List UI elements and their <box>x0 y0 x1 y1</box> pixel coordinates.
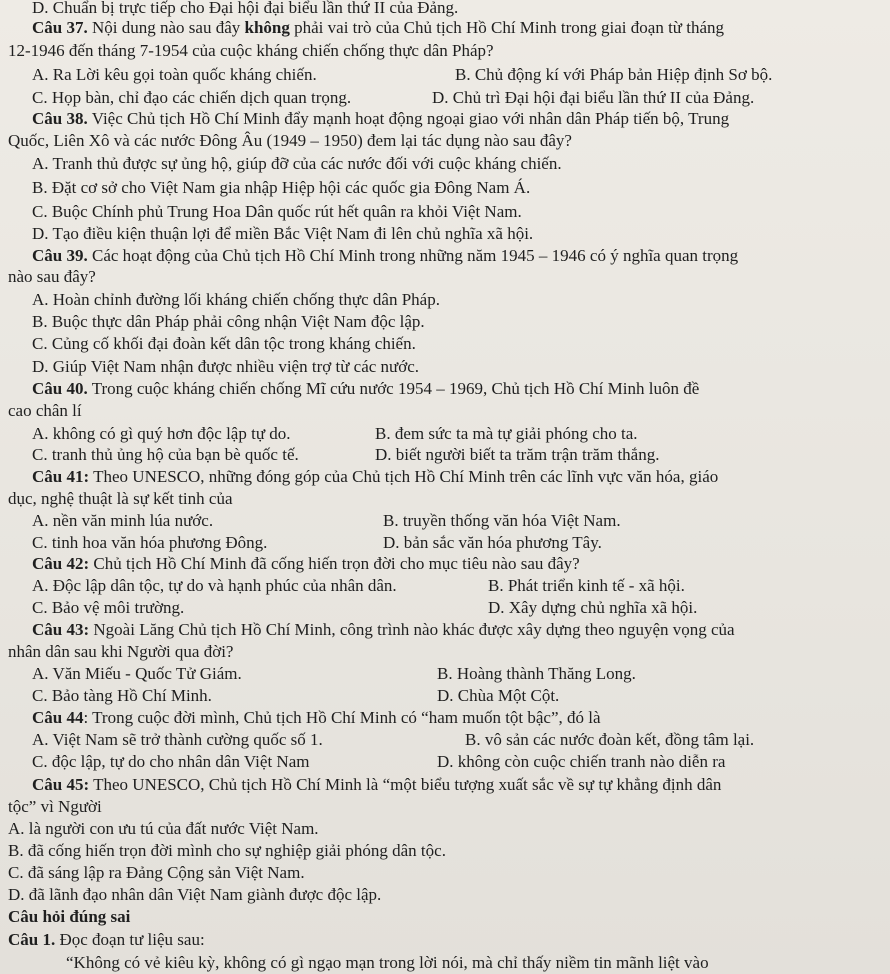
q42-option-a: A. Độc lập dân tộc, tự do và hạnh phúc của nhân dân. <box>32 576 397 595</box>
q40-option-c: C. tranh thủ ủng hộ của bạn bè quốc tế. <box>32 445 299 464</box>
q42-stem: Câu 42: Chủ tịch Hồ Chí Minh đã cống hiến trọn đời cho mục tiêu nào sau đây? <box>32 554 580 573</box>
q37-stem-cont: 12-1946 đến tháng 7-1954 của cuộc kháng chiến chống thực dân Pháp? <box>8 41 494 60</box>
q43-option-a: A. Văn Miếu - Quốc Tử Giám. <box>32 664 242 683</box>
q41-stem-cont: dục, nghệ thuật là sự kết tinh của <box>8 489 233 508</box>
q43-stem-cont: nhân dân sau khi Người qua đời? <box>8 642 234 661</box>
q39-option-a: A. Hoàn chỉnh đường lối kháng chiến chống thực dân Pháp. <box>32 290 440 309</box>
q44-stem: Câu 44: Trong cuộc đời mình, Chủ tịch Hồ Chí Minh có “ham muốn tột bậc”, đó là <box>32 708 601 727</box>
q42-option-c: C. Bảo vệ môi trường. <box>32 598 185 617</box>
q39-stem-cont: nào sau đây? <box>8 267 96 286</box>
q40-option-a: A. không có gì quý hơn độc lập tự do. <box>32 424 291 443</box>
q40-stem: Câu 40. Trong cuộc kháng chiến chống Mĩ cứu nước 1954 – 1969, Chủ tịch Hồ Chí Minh luôn đề <box>32 379 700 398</box>
q39-option-c: C. Củng cố khối đại đoàn kết dân tộc trong kháng chiến. <box>32 334 416 353</box>
q37-option-c: C. Họp bàn, chỉ đạo các chiến dịch quan trọng. <box>32 88 352 107</box>
q40-option-d: D. biết người biết ta trăm trận trăm thắng. <box>375 445 660 464</box>
c1-stem: Câu 1. Đọc đoạn tư liệu sau: <box>8 930 205 949</box>
q45-number: Câu 45: <box>32 775 90 794</box>
q44-number: Câu 44 <box>32 708 84 727</box>
q44-option-b: B. vô sản các nước đoàn kết, đồng tâm lại. <box>465 730 755 749</box>
q43-option-b: B. Hoàng thành Thăng Long. <box>437 664 636 683</box>
q41-option-c: C. tinh hoa văn hóa phương Đông. <box>32 533 268 552</box>
q39-stem: Câu 39. Các hoạt động của Chủ tịch Hồ Chí Minh trong những năm 1945 – 1946 có ý nghĩa quan trọng <box>32 246 739 265</box>
q36-option-d: D. Chuẩn bị trực tiếp cho Đại hội đại biểu lần thứ II của Đảng. <box>32 0 459 17</box>
section-heading: Câu hỏi đúng sai <box>8 907 131 926</box>
q40-number: Câu 40. <box>32 379 88 398</box>
q44-option-c: C. độc lập, tự do cho nhân dân Việt Nam <box>32 752 310 771</box>
c1-number: Câu 1. <box>8 930 56 949</box>
q41-stem: Câu 41: Theo UNESCO, những đóng góp của Chủ tịch Hồ Chí Minh trên các lĩnh vực văn hóa, giáo <box>32 467 719 486</box>
q38-number: Câu 38. <box>32 109 88 128</box>
q37-emphasis: không <box>244 18 290 37</box>
q41-option-b: B. truyền thống văn hóa Việt Nam. <box>383 511 621 530</box>
q43-number: Câu 43: <box>32 620 90 639</box>
q43-option-c: C. Bảo tàng Hồ Chí Minh. <box>32 686 212 705</box>
q38-option-c: C. Buộc Chính phủ Trung Hoa Dân quốc rút hết quân ra khỏi Việt Nam. <box>32 202 522 221</box>
q39-option-b: B. Buộc thực dân Pháp phải công nhận Việt Nam độc lập. <box>32 312 425 331</box>
q41-option-d: D. bản sắc văn hóa phương Tây. <box>383 533 602 552</box>
q44-option-d: D. không còn cuộc chiến tranh nào diễn ra <box>437 752 726 771</box>
q37-option-d: D. Chủ trì Đại hội đại biểu lần thứ II của Đảng. <box>432 88 755 107</box>
q42-option-b: B. Phát triển kinh tế - xã hội. <box>488 576 685 595</box>
q39-option-d: D. Giúp Việt Nam nhận được nhiều viện trợ từ các nước. <box>32 357 420 376</box>
q42-option-d: D. Xây dựng chủ nghĩa xã hội. <box>488 598 698 617</box>
q41-number: Câu 41: <box>32 467 90 486</box>
q39-number: Câu 39. <box>32 246 88 265</box>
q40-option-b: B. đem sức ta mà tự giải phóng cho ta. <box>375 424 638 443</box>
q45-stem-cont: tộc” vì Người <box>8 797 102 816</box>
q43-stem: Câu 43: Ngoài Lăng Chủ tịch Hồ Chí Minh, công trình nào khác được xây dựng theo nguyện vọng của <box>32 620 735 639</box>
q37-option-a: A. Ra Lời kêu gọi toàn quốc kháng chiến. <box>32 65 317 84</box>
q45-option-c: C. đã sáng lập ra Đảng Cộng sản Việt Nam. <box>8 863 305 882</box>
c1-quote: “Không có vẻ kiêu kỳ, không có gì ngạo mạn trong lời nói, mà chỉ thấy niềm tin mãnh liệt vào <box>66 953 709 972</box>
q38-option-b: B. Đặt cơ sở cho Việt Nam gia nhập Hiệp hội các quốc gia Đông Nam Á. <box>32 178 531 197</box>
q44-option-a: A. Việt Nam sẽ trở thành cường quốc số 1. <box>32 730 323 749</box>
q42-number: Câu 42: <box>32 554 90 573</box>
q37-option-b: B. Chủ động kí với Pháp bản Hiệp định Sơ bộ. <box>455 65 773 84</box>
q38-option-d: D. Tạo điều kiện thuận lợi để miền Bắc Việt Nam đi lên chủ nghĩa xã hội. <box>32 224 534 243</box>
q41-option-a: A. nền văn minh lúa nước. <box>32 511 214 530</box>
q38-stem: Câu 38. Việc Chủ tịch Hồ Chí Minh đẩy mạnh hoạt động ngoại giao với nhân dân Pháp tiến bộ, Trung <box>32 109 730 128</box>
q38-option-a: A. Tranh thủ được sự ủng hộ, giúp đỡ của các nước đối với cuộc kháng chiến. <box>32 154 562 173</box>
q45-stem: Câu 45: Theo UNESCO, Chủ tịch Hồ Chí Minh là “một biểu tượng xuất sắc về sự tự khẳng định dân <box>32 775 722 794</box>
q45-option-a: A. là người con ưu tú của đất nước Việt Nam. <box>8 819 319 838</box>
q45-option-d: D. đã lãnh đạo nhân dân Việt Nam giành được độc lập. <box>8 885 382 904</box>
q37-number: Câu 37. <box>32 18 88 37</box>
q45-option-b: B. đã cống hiến trọn đời mình cho sự nghiệp giải phóng dân tộc. <box>8 841 446 860</box>
q40-stem-cont: cao chân lí <box>8 401 82 420</box>
q37-stem: Câu 37. Nội dung nào sau đây không phải vai trò của Chủ tịch Hồ Chí Minh trong giai đoạn từ tháng <box>32 18 725 37</box>
q38-stem-cont: Quốc, Liên Xô và các nước Đông Âu (1949 – 1950) đem lại tác dụng nào sau đây? <box>8 131 572 150</box>
q43-option-d: D. Chùa Một Cột. <box>437 686 560 705</box>
